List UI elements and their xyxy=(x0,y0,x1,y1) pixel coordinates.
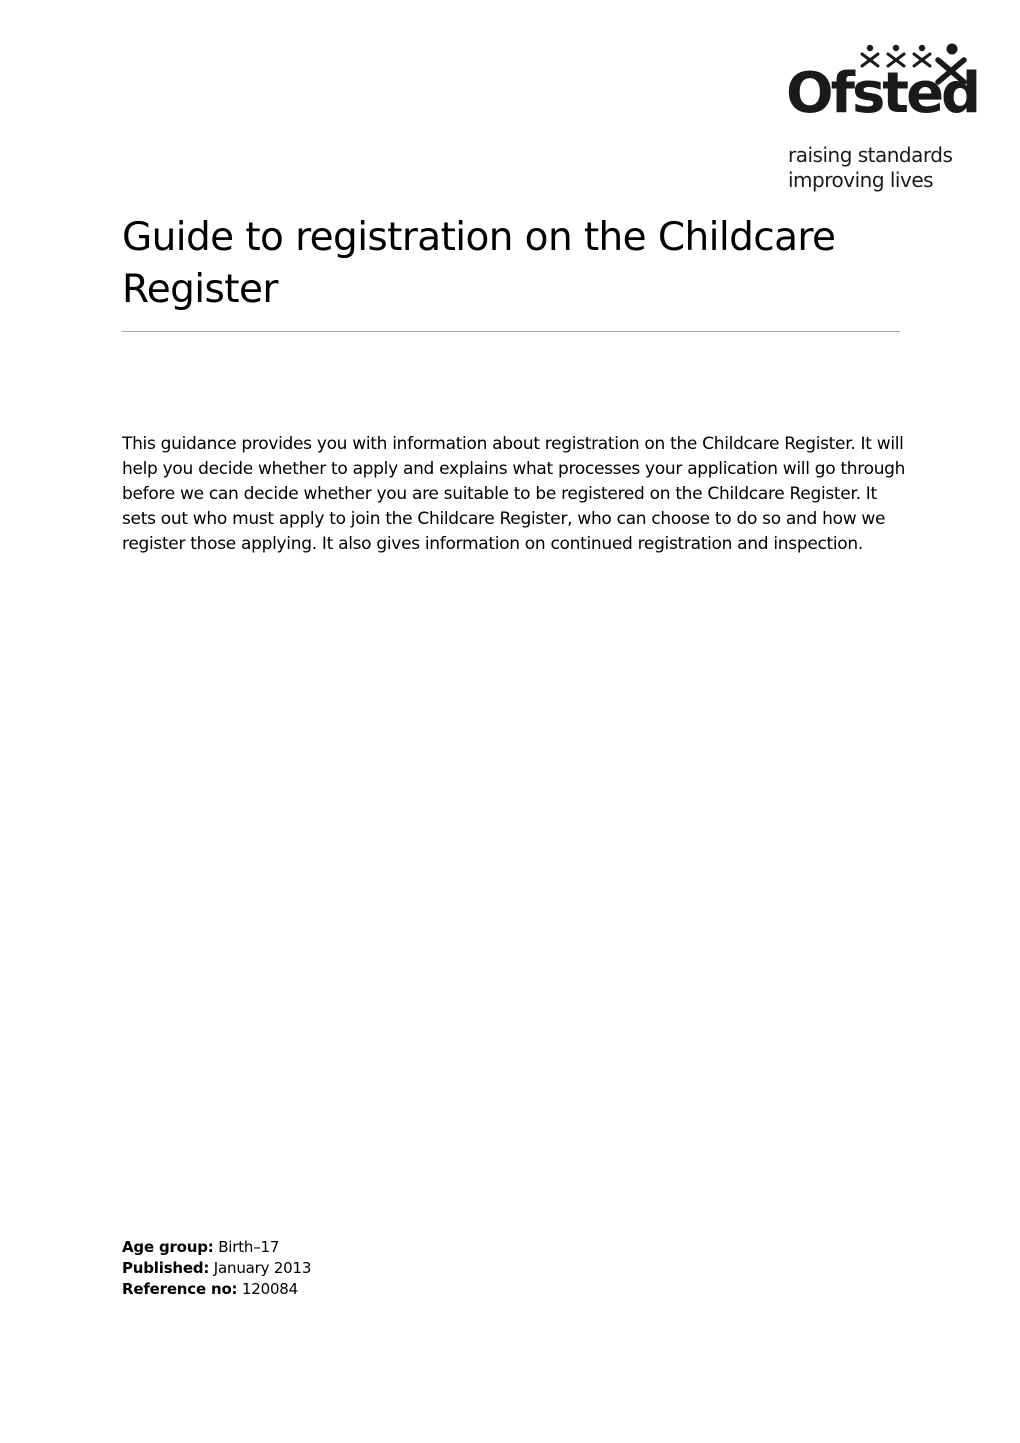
document-metadata xyxy=(122,1237,622,1300)
document-title: Guide to registration on the Childcare Register xyxy=(122,215,836,312)
published-value: January 2013 xyxy=(213,1259,312,1277)
reference-value: 120084 xyxy=(241,1280,298,1298)
logo-tagline-line1: raising standards xyxy=(788,143,953,167)
published-label: Published: xyxy=(122,1259,210,1277)
published-row xyxy=(122,1258,622,1279)
ofsted-logo xyxy=(780,40,979,195)
reference-row xyxy=(122,1279,622,1300)
logo-tagline-line2: improving lives xyxy=(788,168,934,192)
age-group-label: Age group: xyxy=(122,1238,214,1256)
reference-label: Reference no: xyxy=(122,1280,238,1298)
intro-paragraph: This guidance provides you with information about registration on the Childcare Register. It will help you decide whether to apply and explains what processes your application will go through before we can decide whether you are suitable to be registered on the Childcare Register. It sets out who must apply to join the Childcare Register, who can choose to do so and how we register those applying. It also gives information on continued registration and inspection. xyxy=(122,434,906,554)
title-divider xyxy=(122,331,900,332)
logo-wordmark: Ofsted xyxy=(786,61,979,126)
age-group-row xyxy=(122,1237,622,1258)
age-group-value: Birth–17 xyxy=(218,1238,280,1256)
